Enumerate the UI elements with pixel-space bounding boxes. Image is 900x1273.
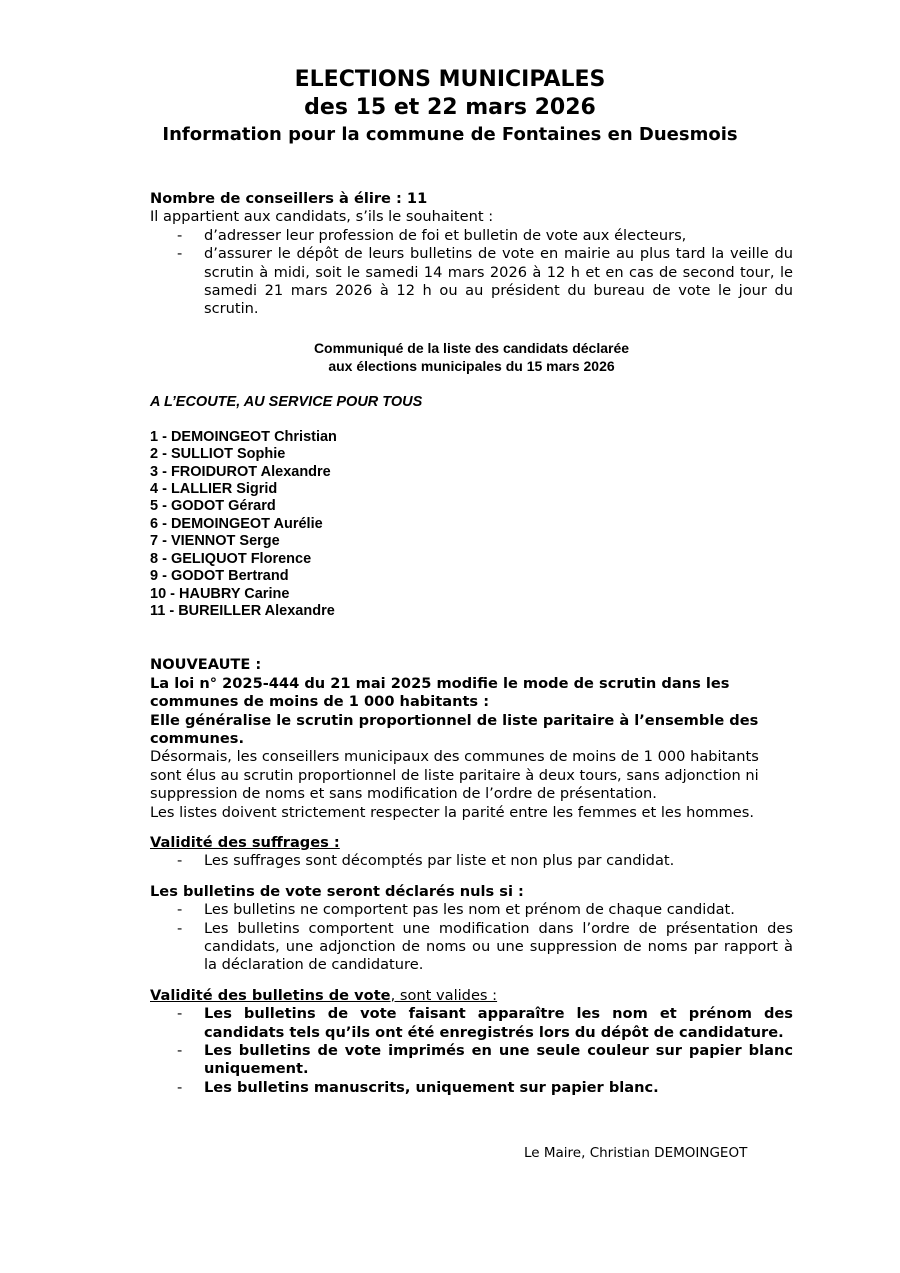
candidate-item: 6 - DEMOINGEOT Aurélie	[150, 515, 323, 532]
title-line-1: ELECTIONS MUNICIPALES	[294, 67, 606, 92]
candidate-item: 10 - HAUBRY Carine	[150, 585, 290, 602]
list-item: - Les bulletins de vote imprimés en une seule couleur sur papier blanc uniquement.	[204, 1042, 793, 1079]
suffrages-heading: Validité des suffrages :	[150, 833, 340, 851]
candidate-list	[150, 429, 793, 620]
communique-line-1: Communiqué de la liste des candidats déclarée	[313, 339, 630, 356]
candidate-item: 8 - GELIQUOT Florence	[150, 550, 312, 567]
nuls-list	[150, 901, 793, 975]
document-header	[0, 66, 900, 148]
list-item: - Les bulletins comportent une modification dans l’ordre de présentation des candidats, une adjonction de noms ou une suppression de noms par rapport à la déclaration de candidature.	[204, 920, 793, 975]
law-statement: La loi n° 2025-444 du 21 mai 2025 modifie le mode de scrutin dans les communes de moins de 1 000 habitants :	[150, 674, 730, 711]
parite-paragraph: Les listes doivent strictement respecter la parité entre les femmes et les hommes.	[150, 803, 754, 821]
candidate-item: 1 - DEMOINGEOT Christian	[150, 428, 337, 445]
subtitle: Information pour la commune de Fontaines en Duesmois	[162, 124, 738, 145]
intro-list	[150, 227, 793, 319]
valides-heading-underlined: Validité des bulletins de vote	[150, 986, 391, 1004]
nouveaute-heading: NOUVEAUTE :	[150, 656, 262, 674]
candidate-item: 5 - GODOT Gérard	[150, 498, 276, 515]
desormais-paragraph: Désormais, les conseillers municipaux des communes de moins de 1 000 habitants sont élus au scrutin proportionnel de liste paritaire à deux tours, sans adjonction ni suppression de noms et sans modification de l’ordre de présentation.	[150, 748, 759, 803]
list-item: - d’adresser leur profession de foi et bulletin de vote aux électeurs,	[204, 227, 793, 245]
valides-list	[150, 1005, 793, 1097]
candidate-item: 7 - VIENNOT Serge	[150, 533, 280, 550]
list-name: A L’ECOUTE, AU SERVICE POUR TOUS	[150, 393, 423, 410]
communique-line-2: aux élections municipales du 15 mars 2026	[328, 357, 615, 374]
suffrages-list	[150, 852, 793, 870]
valides-heading	[150, 987, 793, 1005]
list-item: - Les suffrages sont décomptés par liste et non plus par candidat.	[204, 852, 793, 870]
candidate-item: 2 - SULLIOT Sophie	[150, 446, 286, 463]
title-line-2: des 15 et 22 mars 2026	[304, 95, 596, 120]
document-body	[150, 190, 793, 1097]
intro-lead: Il appartient aux candidats, s’ils le souhaitent :	[150, 208, 494, 226]
communique-heading	[150, 339, 793, 375]
list-item: - d’assurer le dépôt de leurs bulletins de vote en mairie au plus tard la veille du scrutin à midi, soit le samedi 14 mars 2026 à 12 h et en cas de second tour, le samedi 21 mars 2026 à 12 h ou au président du bureau de vote le jour du scrutin.	[204, 245, 793, 319]
seats-count: Nombre de conseillers à élire : 11	[150, 190, 428, 207]
mayor-signature: Le Maire, Christian DEMOINGEOT	[524, 1145, 748, 1161]
candidate-item: 11 - BUREILLER Alexandre	[150, 602, 335, 619]
candidate-item: 3 - FROIDUROT Alexandre	[150, 463, 331, 480]
nuls-heading: Les bulletins de vote seront déclarés nuls si :	[150, 882, 524, 900]
candidate-item: 4 - LALLIER Sigrid	[150, 481, 278, 498]
list-item: - Les bulletins de vote faisant apparaître les nom et prénom des candidats tels qu’ils ont été enregistrés lors du dépôt de candidature.	[204, 1005, 793, 1042]
generalise-statement: Elle généralise le scrutin proportionnel de liste paritaire à l’ensemble des communes.	[150, 711, 759, 747]
valides-heading-rest: , sont valides :	[390, 986, 498, 1004]
list-item: - Les bulletins ne comportent pas les nom et prénom de chaque candidat.	[204, 901, 793, 919]
candidate-item: 9 - GODOT Bertrand	[150, 568, 289, 585]
list-item: - Les bulletins manuscrits, uniquement sur papier blanc.	[204, 1079, 793, 1097]
